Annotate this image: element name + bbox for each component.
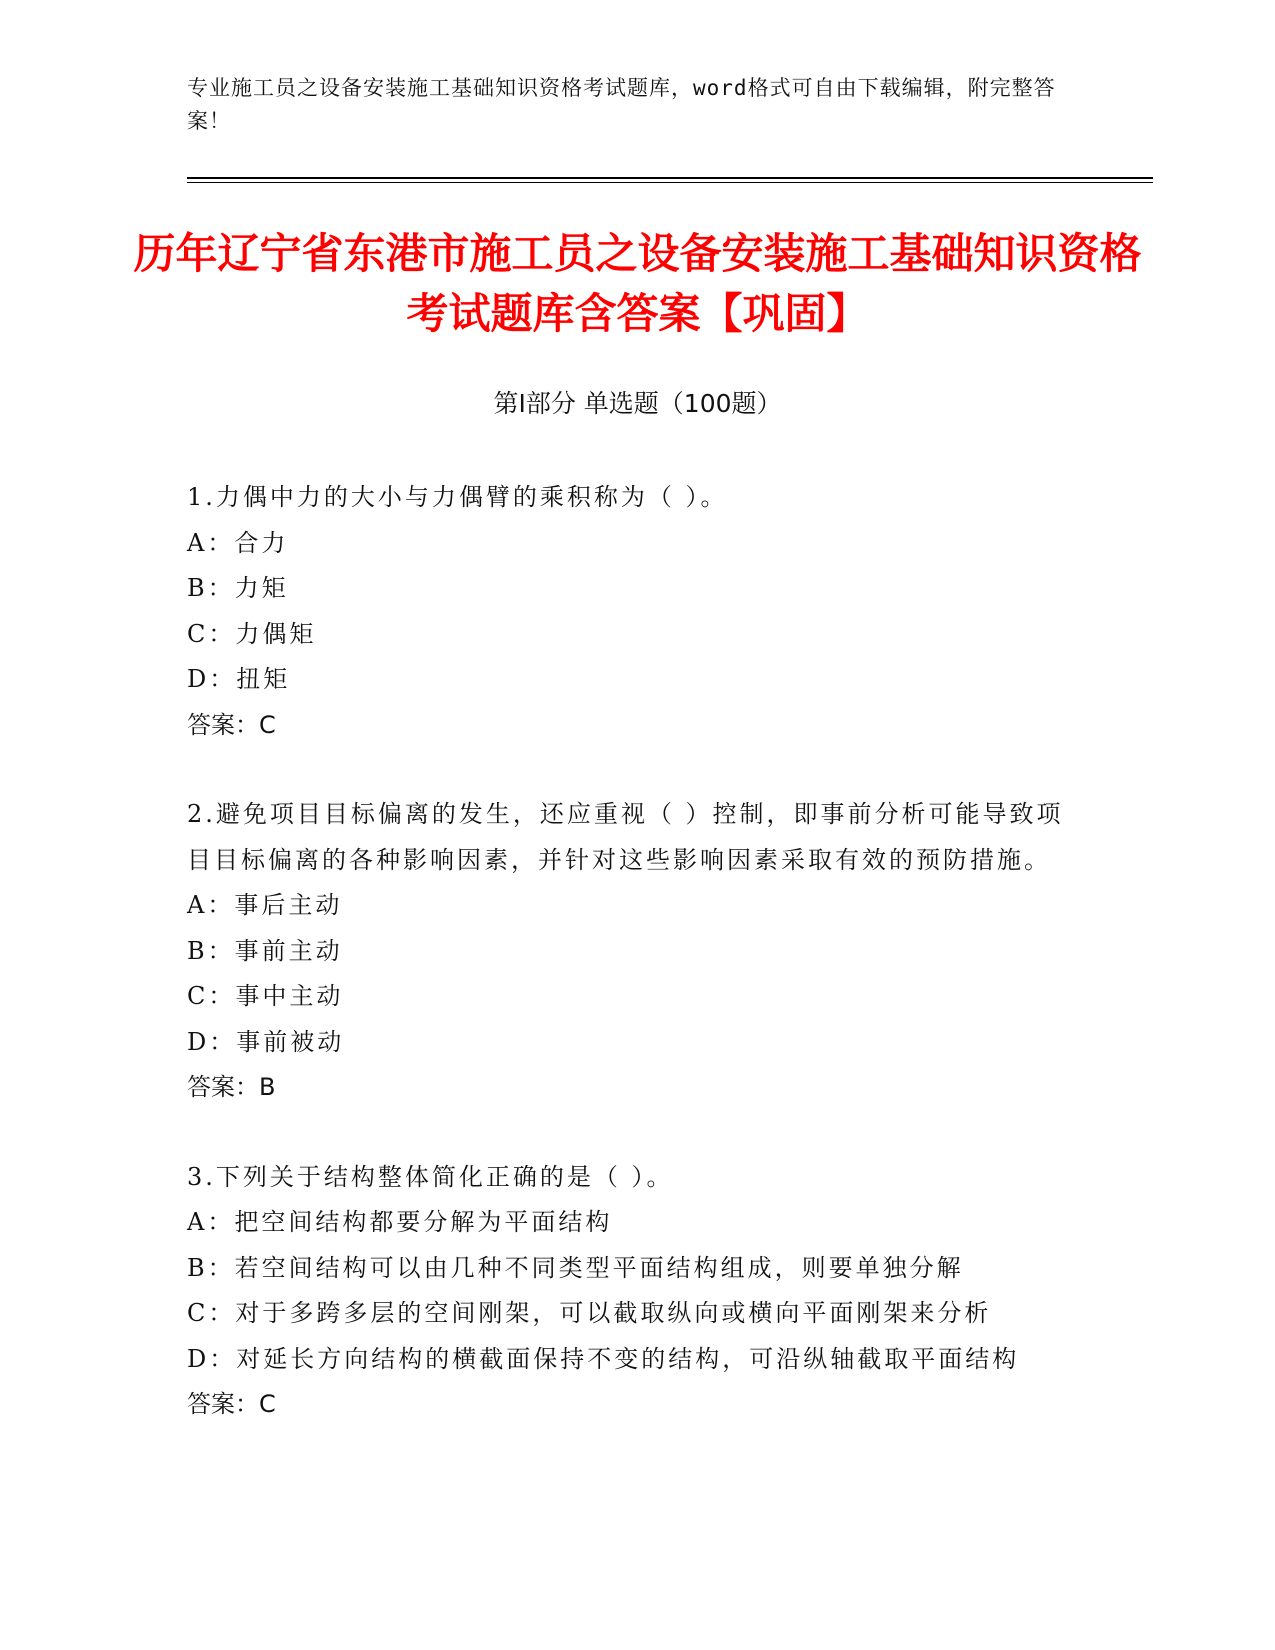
answer: 答案：C (187, 710, 276, 739)
header-divider-thin (187, 182, 1153, 183)
option-d: D：扭矩 (187, 665, 291, 693)
question-stem: 3.下列关于结构整体简化正确的是（ ）。 (187, 1162, 674, 1191)
option-b: B：事前主动 (187, 936, 343, 965)
answer: 答案：B (187, 1073, 276, 1101)
question-1 (187, 475, 1087, 748)
option-a: A：把空间结构都要分解为平面结构 (187, 1208, 613, 1236)
question-2 (187, 792, 1087, 1111)
question-stem: 1.力偶中力的大小与力偶臂的乘积称为（ ）。 (187, 483, 728, 511)
option-d: D：对延长方向结构的横截面保持不变的结构，可沿纵轴截取平面结构 (187, 1344, 1020, 1373)
question-3 (187, 1155, 1087, 1428)
option-a: A：事后主动 (187, 891, 343, 919)
option-c: C：事中主动 (187, 982, 344, 1010)
header-divider-thick (187, 177, 1153, 179)
option-b: B：力矩 (187, 574, 289, 602)
question-list (187, 475, 1087, 1472)
option-b: B：若空间结构可以由几种不同类型平面结构组成，则要单独分解 (187, 1253, 964, 1282)
document-title: 历年辽宁省东港市施工员之设备安装施工基础知识资格考试题库含答案【巩固】 (133, 229, 1142, 338)
header-note: 专业施工员之设备安装施工基础知识资格考试题库，word格式可自由下载编辑，附完整答案！ (187, 76, 1056, 133)
section-title: 第Ⅰ部分 单选题（100题） (493, 389, 782, 418)
option-c: C：力偶矩 (187, 619, 317, 648)
option-c: C：对于多跨多层的空间刚架，可以截取纵向或横向平面刚架来分析 (187, 1299, 992, 1327)
option-a: A：合力 (187, 528, 289, 557)
option-d: D：事前被动 (187, 1027, 345, 1056)
answer: 答案：C (187, 1390, 276, 1418)
question-stem: 2.避免项目目标偏离的发生，还应重视（ ）控制，即事前分析可能导致项目目标偏离的各种影响因素，并针对这些影响因素采取有效的预防措施。 (187, 800, 1064, 874)
